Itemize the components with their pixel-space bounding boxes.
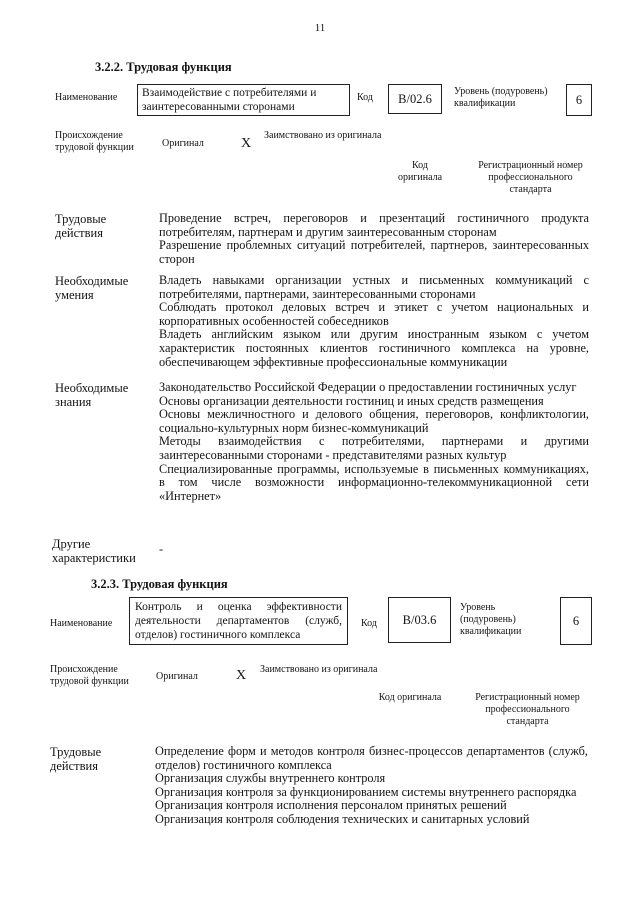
reg-number-label: Регистрационный номер профессионального стандарта <box>478 160 583 195</box>
actions-list <box>155 745 588 827</box>
skills-list <box>159 274 589 369</box>
list-item: Методы взаимодействия с потребителями, партнерами и другими заинтересованными сторонами - представителями разных культур <box>159 434 589 462</box>
borrowed-label: Заимствовано из оригинала <box>260 664 378 675</box>
actions-list <box>159 212 589 266</box>
row-label-other: Другие характеристики <box>52 537 136 565</box>
level-label: Уровень (подуровень) квалификации <box>454 86 548 109</box>
page-number: 11 <box>314 22 326 34</box>
list-item: Основы организации деятельности гостиниц и иных средств размещения <box>159 393 544 408</box>
orig-code-label: Код оригинала <box>397 160 443 183</box>
name-label: Наименование <box>55 92 118 103</box>
list-item: Определение форм и методов контроля бизнес-процессов департаментов (служб, отделов) гостиничного комплекса <box>155 744 588 772</box>
code-label: Код <box>361 618 377 629</box>
function-name-box: Контроль и оценка эффективности деятельности департаментов (служб, отделов) гостиничного комплекса <box>129 597 348 645</box>
level-box: 6 <box>566 84 592 116</box>
section-title: 3.2.2. Трудовая функция <box>95 60 232 74</box>
list-item: - <box>159 542 164 556</box>
list-item: Организация контроля соблюдения технических и санитарных условий <box>155 811 530 826</box>
level-label: Уровень (подуровень) квалификации <box>460 602 522 637</box>
x-mark: X <box>236 668 247 683</box>
list-item: Законодательство Российской Федерации о предоставлении гостиничных услуг <box>159 380 577 394</box>
row-label-knowledge: Необходимые знания <box>55 381 129 409</box>
code-box: B/03.6 <box>388 597 451 643</box>
section-title: 3.2.3. Трудовая функция <box>91 577 228 591</box>
code-label: Код <box>357 92 373 103</box>
function-name-box: Взаимодействие с потребителями и заинтересованными сторонами <box>137 84 350 116</box>
list-item: Проведение встреч, переговоров и презентаций гостиничного продукта потребителям, партнерам и другим заинтересованным сторонам <box>159 211 589 239</box>
list-item: Организация контроля за функционированием системы внутреннего распорядка <box>155 784 577 799</box>
row-label-actions: Трудовые действия <box>50 745 102 773</box>
code-box: B/02.6 <box>388 84 442 114</box>
x-mark: X <box>241 136 252 151</box>
origin-label: Происхождение трудовой функции <box>50 664 129 687</box>
list-item: Основы межличностного и делового общения, переговоров, конфликтологии, социально-культурных норм бизнес-коммуникаций <box>159 407 589 435</box>
borrowed-label: Заимствовано из оригинала <box>264 130 382 141</box>
original-label: Оригинал <box>156 671 198 682</box>
list-item: Специализированные программы, используемые в письменных коммуникациях, в том числе возможности информационно-телекоммуникационной сети «Интернет» <box>159 461 589 503</box>
orig-code-label: Код оригинала <box>378 692 442 703</box>
row-label-skills: Необходимые умения <box>55 274 129 302</box>
reg-number-label: Регистрационный номер профессионального стандарта <box>475 692 580 727</box>
list-item: Разрешение проблемных ситуаций потребителей, партнеров, заинтересованных сторон <box>159 238 589 266</box>
knowledge-list <box>159 381 589 503</box>
original-label: Оригинал <box>162 138 204 149</box>
level-box: 6 <box>560 597 592 645</box>
list-item: Владеть навыками организации устных и письменных коммуникаций с потребителями, партнерами, заинтересованными сторонами <box>159 273 589 301</box>
list-item: Владеть английским языком или другим иностранным языком с учетом характеристик постоянных клиентов гостиничного комплекса на уровне, обеспечивающем эффективные профессиональные коммуникации <box>159 327 589 369</box>
list-item: Организация службы внутреннего контроля <box>155 771 386 786</box>
origin-label: Происхождение трудовой функции <box>55 130 134 153</box>
other-list <box>159 543 589 557</box>
list-item: Организация контроля исполнения персоналом принятых решений <box>155 798 507 813</box>
list-item: Соблюдать протокол деловых встреч и этикет с учетом национальных и корпоративных особенностей собеседников <box>159 300 589 328</box>
row-label-actions: Трудовые действия <box>55 212 107 240</box>
name-label: Наименование <box>50 618 113 629</box>
